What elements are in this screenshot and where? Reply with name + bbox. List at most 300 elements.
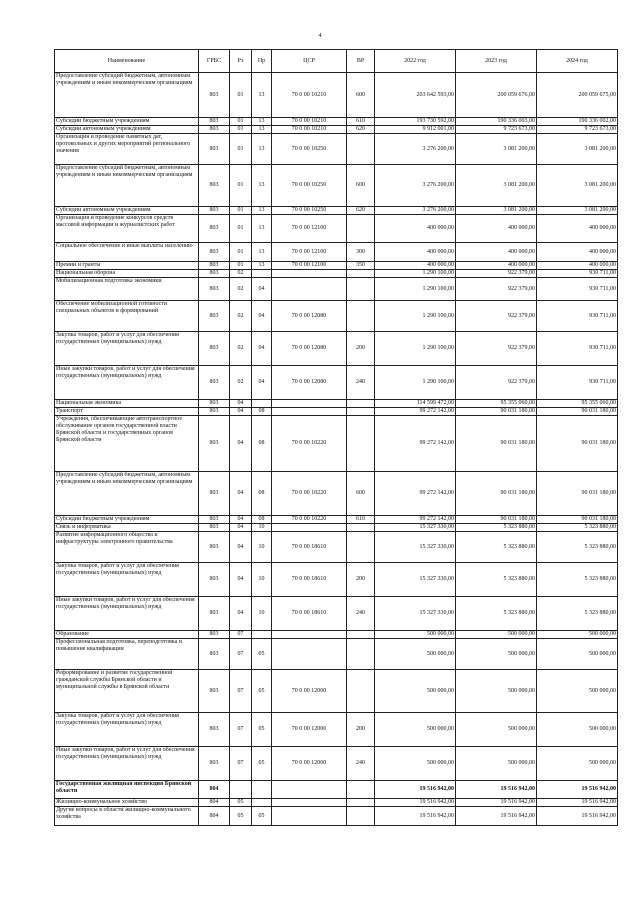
row-vr [347, 134, 375, 165]
row-amount-2022: 114 599 472,00 [375, 400, 456, 408]
row-amount-2022: 500 000,00 [375, 670, 456, 713]
row-rz: 01 [230, 73, 252, 118]
row-grbs: 803 [199, 416, 230, 472]
row-csr [272, 799, 347, 807]
row-amount-2024: 200 059 675,00 [537, 73, 618, 118]
row-csr: 70 0 00 12000 [272, 713, 347, 747]
table-row [55, 126, 618, 134]
row-pr [252, 270, 272, 278]
row-name: Образование [55, 631, 199, 639]
row-amount-2022: 1 290 100,00 [375, 270, 456, 278]
row-amount-2022: 400 000,00 [375, 215, 456, 243]
row-vr: 300 [347, 243, 375, 262]
row-pr: 13 [252, 165, 272, 207]
row-grbs: 803 [199, 165, 230, 207]
row-amount-2023: 922 379,00 [456, 270, 537, 278]
row-vr [347, 215, 375, 243]
row-amount-2024: 90 031 180,00 [537, 416, 618, 472]
row-amount-2023: 9 723 673,00 [456, 126, 537, 134]
table-row [55, 670, 618, 713]
row-amount-2023: 90 031 180,00 [456, 416, 537, 472]
table-row [55, 332, 618, 366]
row-csr: 70 0 00 12100 [272, 262, 347, 270]
table-row [55, 639, 618, 670]
row-pr [252, 781, 272, 799]
row-pr: 13 [252, 134, 272, 165]
row-amount-2023: 500 000,00 [456, 670, 537, 713]
row-csr: 70 0 00 10210 [272, 126, 347, 134]
row-vr [347, 270, 375, 278]
row-rz: 04 [230, 516, 252, 524]
row-grbs: 803 [199, 278, 230, 301]
row-amount-2022: 500 000,00 [375, 631, 456, 639]
row-rz: 02 [230, 332, 252, 366]
row-name: Иные закупки товаров, работ и услуг для обеспечения государственных (муниципальных) нужд [55, 597, 199, 631]
row-rz: 07 [230, 747, 252, 781]
page-number: 4 [318, 33, 322, 39]
row-csr: 70 0 00 10250 [272, 207, 347, 215]
row-vr [347, 400, 375, 408]
row-amount-2022: 15 327 330,00 [375, 597, 456, 631]
row-amount-2023: 500 000,00 [456, 639, 537, 670]
row-name: Организация и проведение памятных дат, протокольных и других мероприятий регионального значения [55, 134, 199, 165]
row-rz: 02 [230, 278, 252, 301]
row-amount-2022: 193 730 592,00 [375, 118, 456, 126]
row-pr: 13 [252, 118, 272, 126]
row-csr: 70 0 00 10220 [272, 516, 347, 524]
table-row [55, 532, 618, 563]
row-grbs: 803 [199, 563, 230, 597]
row-vr: 200 [347, 563, 375, 597]
row-name: Закупка товаров, работ и услуг для обеспечения государственных (муниципальных) нужд [55, 713, 199, 747]
row-grbs: 803 [199, 639, 230, 670]
row-name: Организация и проведение конкурсов средств массовой информации и журналистских работ [55, 215, 199, 243]
row-amount-2023: 400 000,00 [456, 215, 537, 243]
row-pr: 13 [252, 126, 272, 134]
row-amount-2022: 400 000,00 [375, 262, 456, 270]
row-name: Транспорт [55, 408, 199, 416]
row-csr [272, 524, 347, 532]
row-name: Государственная жилищная инспекция Брянской области [55, 781, 199, 799]
row-vr: 240 [347, 597, 375, 631]
row-grbs: 803 [199, 472, 230, 516]
table-row [55, 73, 618, 118]
row-amount-2024: 500 000,00 [537, 713, 618, 747]
row-amount-2023: 90 031 180,00 [456, 516, 537, 524]
row-rz: 07 [230, 631, 252, 639]
row-amount-2022: 19 516 942,00 [375, 807, 456, 826]
table-row [55, 807, 618, 826]
header-rz: Рз [230, 50, 252, 73]
row-grbs: 803 [199, 597, 230, 631]
row-vr: 200 [347, 713, 375, 747]
row-name: Субсидии бюджетным учреждениям [55, 118, 199, 126]
row-rz: 04 [230, 408, 252, 416]
table-row [55, 416, 618, 472]
header-vr: ВР [347, 50, 375, 73]
row-name: Обеспечение мобилизационной готовности специальных объектов и формирований [55, 301, 199, 332]
row-rz: 04 [230, 400, 252, 408]
row-amount-2023: 5 323 880,00 [456, 597, 537, 631]
table-row [55, 366, 618, 400]
row-pr: 08 [252, 516, 272, 524]
row-pr: 04 [252, 366, 272, 400]
row-amount-2024: 95 355 060,00 [537, 400, 618, 408]
row-grbs: 803 [199, 215, 230, 243]
row-amount-2023: 19 516 942,00 [456, 781, 537, 799]
row-csr: 70 0 00 10250 [272, 134, 347, 165]
row-amount-2023: 19 516 942,00 [456, 799, 537, 807]
row-amount-2022: 203 642 593,00 [375, 73, 456, 118]
table-row [55, 215, 618, 243]
row-amount-2024: 19 516 942,00 [537, 799, 618, 807]
row-vr [347, 631, 375, 639]
row-name: Жилищно-коммунальное хозяйство [55, 799, 199, 807]
row-vr: 610 [347, 118, 375, 126]
row-amount-2024: 500 000,00 [537, 631, 618, 639]
row-vr: 620 [347, 207, 375, 215]
row-csr: 70 0 00 12100 [272, 243, 347, 262]
table-row [55, 781, 618, 799]
row-grbs: 803 [199, 332, 230, 366]
row-grbs: 803 [199, 400, 230, 408]
row-name: Национальная экономика [55, 400, 199, 408]
row-vr [347, 670, 375, 713]
row-name: Предоставление субсидий бюджетным, автономным учреждениям и иным некоммерческим организациям [55, 73, 199, 118]
row-vr [347, 807, 375, 826]
row-name: Закупка товаров, работ и услуг для обеспечения государственных (муниципальных) нужд [55, 332, 199, 366]
row-name: Предоставление субсидий бюджетным, автономным учреждениям и иным некоммерческим организациям [55, 472, 199, 516]
row-vr: 610 [347, 516, 375, 524]
row-amount-2024: 90 031 180,00 [537, 472, 618, 516]
row-amount-2023: 95 355 060,00 [456, 400, 537, 408]
row-grbs: 803 [199, 270, 230, 278]
row-vr [347, 416, 375, 472]
row-amount-2024: 500 000,00 [537, 670, 618, 713]
table-header-row [55, 50, 618, 73]
row-pr: 13 [252, 262, 272, 270]
row-rz: 01 [230, 215, 252, 243]
row-rz: 05 [230, 799, 252, 807]
row-grbs: 803 [199, 73, 230, 118]
row-amount-2022: 9 912 001,00 [375, 126, 456, 134]
row-pr: 08 [252, 472, 272, 516]
row-grbs: 803 [199, 532, 230, 563]
row-vr: 620 [347, 126, 375, 134]
row-pr: 08 [252, 416, 272, 472]
row-pr: 05 [252, 639, 272, 670]
row-grbs: 804 [199, 781, 230, 799]
row-name: Национальная оборона [55, 270, 199, 278]
row-rz: 05 [230, 807, 252, 826]
row-amount-2023: 500 000,00 [456, 631, 537, 639]
row-amount-2024: 400 000,00 [537, 262, 618, 270]
row-amount-2024: 930 711,00 [537, 278, 618, 301]
row-csr: 70 0 00 12080 [272, 332, 347, 366]
row-csr: 70 0 00 12000 [272, 670, 347, 713]
row-pr: 04 [252, 301, 272, 332]
row-amount-2024: 500 000,00 [537, 639, 618, 670]
table-row [55, 516, 618, 524]
row-name: Премии и гранты [55, 262, 199, 270]
row-amount-2024: 5 323 880,00 [537, 597, 618, 631]
row-csr: 70 0 00 12080 [272, 366, 347, 400]
row-vr: 350 [347, 262, 375, 270]
row-pr: 13 [252, 243, 272, 262]
row-amount-2024: 500 000,00 [537, 747, 618, 781]
row-amount-2022: 1 290 100,00 [375, 332, 456, 366]
row-rz: 01 [230, 165, 252, 207]
row-vr: 600 [347, 472, 375, 516]
table-row [55, 563, 618, 597]
row-csr [272, 278, 347, 301]
table-row [55, 524, 618, 532]
row-name: Субсидии автономным учреждениям [55, 126, 199, 134]
row-csr: 70 0 00 12080 [272, 301, 347, 332]
table-row [55, 165, 618, 207]
row-amount-2022: 1 290 100,00 [375, 278, 456, 301]
row-amount-2022: 500 000,00 [375, 639, 456, 670]
row-csr [272, 639, 347, 670]
row-amount-2022: 19 516 942,00 [375, 781, 456, 799]
row-vr: 200 [347, 332, 375, 366]
row-name: Социальное обеспечение и иные выплаты населению [55, 243, 199, 262]
row-amount-2023: 922 379,00 [456, 278, 537, 301]
table-row [55, 270, 618, 278]
row-csr [272, 270, 347, 278]
row-grbs: 803 [199, 118, 230, 126]
row-pr: 10 [252, 597, 272, 631]
row-pr: 05 [252, 713, 272, 747]
row-amount-2024: 19 516 942,00 [537, 807, 618, 826]
row-name: Мобилизационная подготовка экономики [55, 278, 199, 301]
row-vr [347, 799, 375, 807]
row-amount-2022: 3 276 200,00 [375, 207, 456, 215]
row-amount-2023: 922 379,00 [456, 332, 537, 366]
row-rz: 01 [230, 118, 252, 126]
row-csr [272, 781, 347, 799]
row-name: Связь и информатика [55, 524, 199, 532]
row-csr: 70 0 00 18610 [272, 597, 347, 631]
table-row [55, 243, 618, 262]
row-amount-2022: 3 276 200,00 [375, 165, 456, 207]
row-pr: 08 [252, 408, 272, 416]
row-amount-2022: 99 272 142,00 [375, 416, 456, 472]
row-rz: 01 [230, 262, 252, 270]
table-row [55, 747, 618, 781]
row-csr: 70 0 00 12000 [272, 747, 347, 781]
row-name: Профессиональная подготовка, переподготовка и повышение квалификации [55, 639, 199, 670]
row-amount-2022: 99 272 142,00 [375, 516, 456, 524]
row-amount-2023: 3 081 200,00 [456, 165, 537, 207]
row-csr: 70 0 00 10210 [272, 118, 347, 126]
row-rz: 02 [230, 301, 252, 332]
row-amount-2022: 400 000,00 [375, 243, 456, 262]
table-row [55, 472, 618, 516]
row-vr: 600 [347, 165, 375, 207]
row-grbs: 804 [199, 799, 230, 807]
row-name: Иные закупки товаров, работ и услуг для обеспечения государственных (муниципальных) нужд [55, 366, 199, 400]
row-grbs: 803 [199, 262, 230, 270]
row-csr [272, 400, 347, 408]
row-grbs: 803 [199, 301, 230, 332]
row-amount-2023: 922 379,00 [456, 366, 537, 400]
row-pr: 13 [252, 73, 272, 118]
row-amount-2022: 500 000,00 [375, 747, 456, 781]
row-rz: 07 [230, 639, 252, 670]
row-rz [230, 781, 252, 799]
row-amount-2023: 5 323 880,00 [456, 563, 537, 597]
row-csr [272, 408, 347, 416]
table-row [55, 301, 618, 332]
table-row [55, 134, 618, 165]
row-amount-2023: 3 081 200,00 [456, 134, 537, 165]
row-name: Развитие информационного общества и инфраструктуры электронного правительства [55, 532, 199, 563]
row-amount-2023: 500 000,00 [456, 747, 537, 781]
row-rz: 07 [230, 713, 252, 747]
row-amount-2022: 19 516 942,00 [375, 799, 456, 807]
row-name: Закупка товаров, работ и услуг для обеспечения государственных (муниципальных) нужд [55, 563, 199, 597]
row-csr: 70 0 00 10250 [272, 165, 347, 207]
header-name: Наименование [55, 50, 199, 73]
row-grbs: 803 [199, 408, 230, 416]
row-pr: 05 [252, 807, 272, 826]
row-amount-2022: 1 290 100,00 [375, 301, 456, 332]
row-name: Иные закупки товаров, работ и услуг для обеспечения государственных (муниципальных) нужд [55, 747, 199, 781]
row-grbs: 803 [199, 747, 230, 781]
row-vr [347, 301, 375, 332]
row-amount-2023: 5 323 880,00 [456, 524, 537, 532]
row-amount-2024: 930 711,00 [537, 366, 618, 400]
table-row [55, 207, 618, 215]
row-amount-2023: 90 031 180,00 [456, 408, 537, 416]
row-csr: 70 0 00 10220 [272, 472, 347, 516]
row-amount-2024: 400 000,00 [537, 215, 618, 243]
row-amount-2024: 5 323 880,00 [537, 524, 618, 532]
row-amount-2022: 3 276 200,00 [375, 134, 456, 165]
table-row [55, 408, 618, 416]
row-csr: 70 0 00 18610 [272, 532, 347, 563]
row-amount-2022: 15 327 330,00 [375, 524, 456, 532]
row-amount-2022: 1 290 100,00 [375, 366, 456, 400]
table-row [55, 118, 618, 126]
row-amount-2024: 3 081 200,00 [537, 165, 618, 207]
row-amount-2024: 930 711,00 [537, 301, 618, 332]
row-rz: 01 [230, 207, 252, 215]
row-amount-2023: 90 031 180,00 [456, 472, 537, 516]
row-rz: 04 [230, 563, 252, 597]
row-amount-2024: 930 711,00 [537, 270, 618, 278]
row-vr [347, 524, 375, 532]
row-vr [347, 278, 375, 301]
row-grbs: 804 [199, 807, 230, 826]
row-pr: 10 [252, 524, 272, 532]
row-amount-2023: 500 000,00 [456, 713, 537, 747]
row-amount-2024: 930 711,00 [537, 332, 618, 366]
budget-table [54, 49, 618, 826]
row-grbs: 803 [199, 366, 230, 400]
header-2022: 2022 год [375, 50, 456, 73]
row-amount-2022: 500 000,00 [375, 713, 456, 747]
row-rz: 04 [230, 597, 252, 631]
row-amount-2023: 5 323 880,00 [456, 532, 537, 563]
row-amount-2024: 400 000,00 [537, 243, 618, 262]
row-pr [252, 799, 272, 807]
row-rz: 01 [230, 243, 252, 262]
row-vr: 240 [347, 366, 375, 400]
row-amount-2023: 3 081 200,00 [456, 207, 537, 215]
row-grbs: 803 [199, 516, 230, 524]
table-row [55, 262, 618, 270]
row-amount-2023: 922 379,00 [456, 301, 537, 332]
table-row [55, 597, 618, 631]
table-row [55, 713, 618, 747]
row-grbs: 803 [199, 524, 230, 532]
row-rz: 01 [230, 126, 252, 134]
row-pr: 10 [252, 563, 272, 597]
row-amount-2024: 90 031 180,00 [537, 408, 618, 416]
row-amount-2024: 90 031 180,00 [537, 516, 618, 524]
row-amount-2023: 190 336 003,00 [456, 118, 537, 126]
row-pr: 10 [252, 532, 272, 563]
row-vr: 600 [347, 73, 375, 118]
table-row [55, 278, 618, 301]
row-pr: 13 [252, 215, 272, 243]
row-rz: 04 [230, 532, 252, 563]
row-grbs: 803 [199, 126, 230, 134]
row-amount-2022: 99 272 142,00 [375, 408, 456, 416]
row-name: Субсидии бюджетным учреждениям [55, 516, 199, 524]
row-pr: 05 [252, 670, 272, 713]
row-amount-2024: 5 323 880,00 [537, 532, 618, 563]
row-pr: 04 [252, 278, 272, 301]
row-vr [347, 408, 375, 416]
row-rz: 01 [230, 134, 252, 165]
row-csr: 70 0 00 10210 [272, 73, 347, 118]
row-rz: 04 [230, 524, 252, 532]
header-pr: Пр [252, 50, 272, 73]
row-amount-2024: 3 081 200,00 [537, 207, 618, 215]
header-csr: ЦСР [272, 50, 347, 73]
row-name: Другие вопросы в области жилищно-коммунального хозяйства [55, 807, 199, 826]
row-name: Предоставление субсидий бюджетным, автономным учреждениям и иным некоммерческим организациям [55, 165, 199, 207]
row-csr: 70 0 00 12100 [272, 215, 347, 243]
row-grbs: 803 [199, 631, 230, 639]
row-amount-2024: 9 723 673,00 [537, 126, 618, 134]
row-amount-2022: 15 327 330,00 [375, 563, 456, 597]
row-rz: 02 [230, 366, 252, 400]
row-vr: 240 [347, 747, 375, 781]
row-csr: 70 0 00 18610 [272, 563, 347, 597]
header-2023: 2023 год [456, 50, 537, 73]
row-amount-2022: 15 327 330,00 [375, 532, 456, 563]
table-row [55, 400, 618, 408]
row-csr [272, 631, 347, 639]
row-amount-2022: 99 272 142,00 [375, 472, 456, 516]
row-amount-2023: 400 000,00 [456, 243, 537, 262]
row-grbs: 803 [199, 134, 230, 165]
row-rz: 04 [230, 472, 252, 516]
row-pr: 13 [252, 207, 272, 215]
row-amount-2024: 190 336 002,00 [537, 118, 618, 126]
row-csr: 70 0 00 10220 [272, 416, 347, 472]
row-name: Реформирование и развитие государственной гражданской службы Брянской области и муниципальной службы в Брянской области [55, 670, 199, 713]
row-csr [272, 807, 347, 826]
row-grbs: 803 [199, 243, 230, 262]
row-grbs: 803 [199, 713, 230, 747]
row-amount-2024: 19 516 942,00 [537, 781, 618, 799]
row-amount-2023: 400 000,00 [456, 262, 537, 270]
